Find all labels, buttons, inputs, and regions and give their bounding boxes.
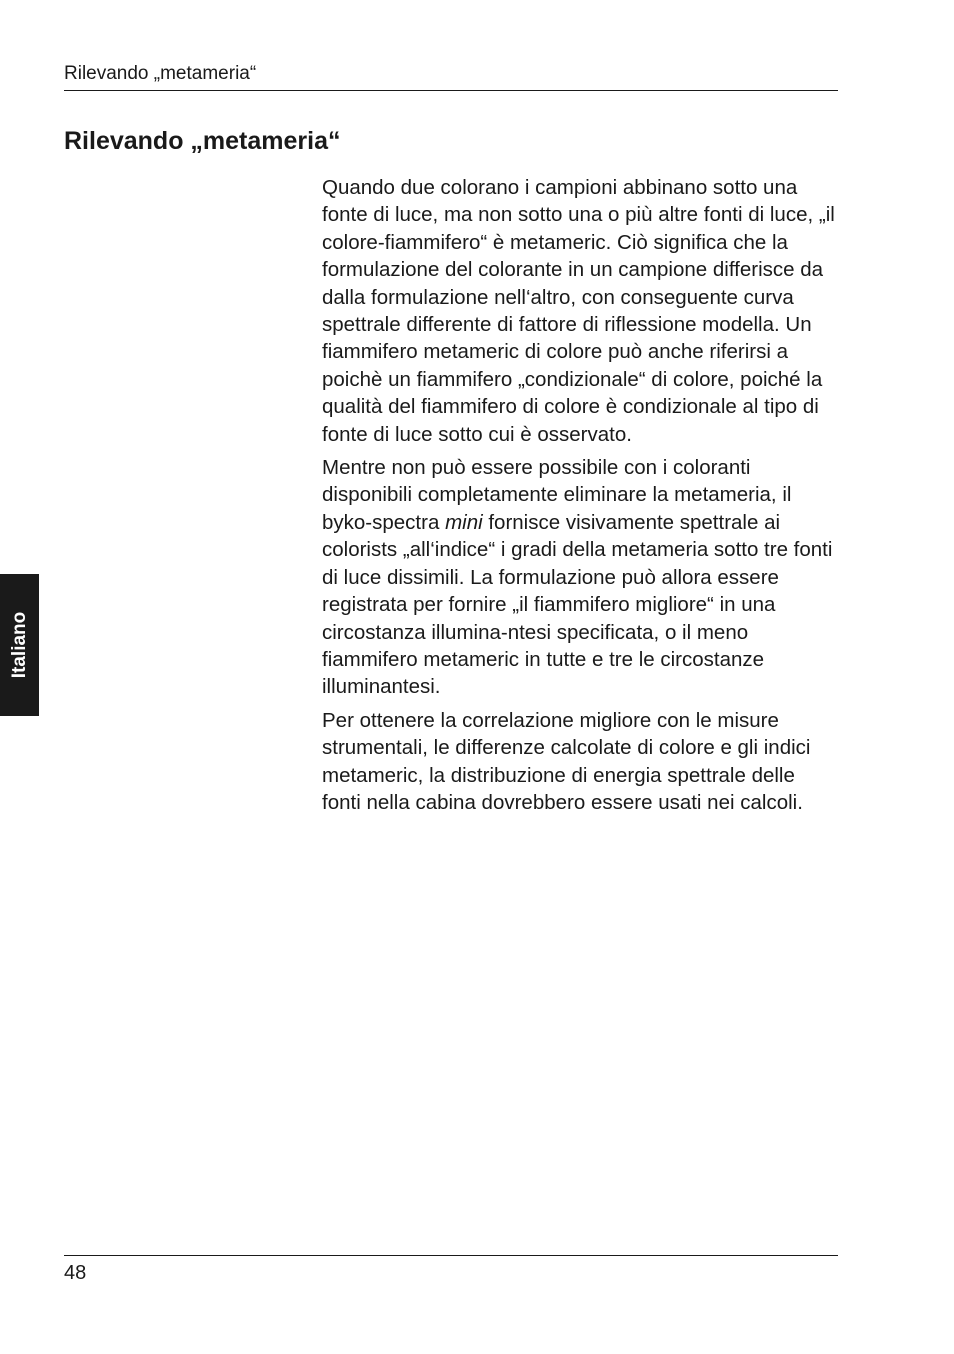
paragraph-3-text: Per ottenere la correlazione migliore con le misure strumentali, le differenze calcolate di colore e gli indici metameric, la distribuzione di energia spettrale delle fonti nella cabina dovrebbero essere usati nei calcoli.	[322, 708, 811, 814]
paragraph-2	[322, 454, 838, 701]
paragraph-3	[322, 707, 838, 817]
product-name-emphasis: mini	[445, 510, 483, 534]
paragraph-2-text-start: Mentre non può essere possibile con i coloranti disponibili completamente eliminare la metameria, il byko-spectra	[322, 456, 792, 534]
header-rule	[64, 90, 838, 91]
language-tab-label: Italiano	[8, 611, 30, 679]
footer-rule	[64, 1255, 838, 1256]
paragraph-1-text: Quando due colorano i campioni abbinano sotto una fonte di luce, ma non sotto una o più altre fonti di luce, „il colore-fiammifero“ è metameric. Ciò significa che la formulazione del colorante in un campione differisce da dalla formulazione nell‘altro, con conseguente curva spettrale differente di fattore di riflessione modella. Un fiammifero metameric di colore può anche riferirsi a poichè un fiammifero „condizionale“ di colore, poiché la qualità del fiammifero di colore è condizionale al tipo di fonte di luce sotto cui è osservato.	[322, 176, 835, 446]
page-number: 48	[64, 1262, 87, 1284]
language-tab	[0, 574, 39, 716]
running-header: Rilevando „metameria“	[64, 63, 257, 84]
paragraph-1	[322, 174, 838, 448]
body-text	[322, 174, 838, 822]
page-title: Rilevando „metameria“	[64, 127, 341, 155]
paragraph-2-text-end: fornisce visivamente spettrale ai colorists „all‘indice“ i gradi della metameria sotto tre fonti di luce dissimili. La formulazione può allora essere registrata per fornire „il fiammifero migliore“ in una circostanza illumina-ntesi specificata, o il meno fiammifero metameric in tutte e tre le circostanze illuminantesi.	[322, 510, 833, 699]
